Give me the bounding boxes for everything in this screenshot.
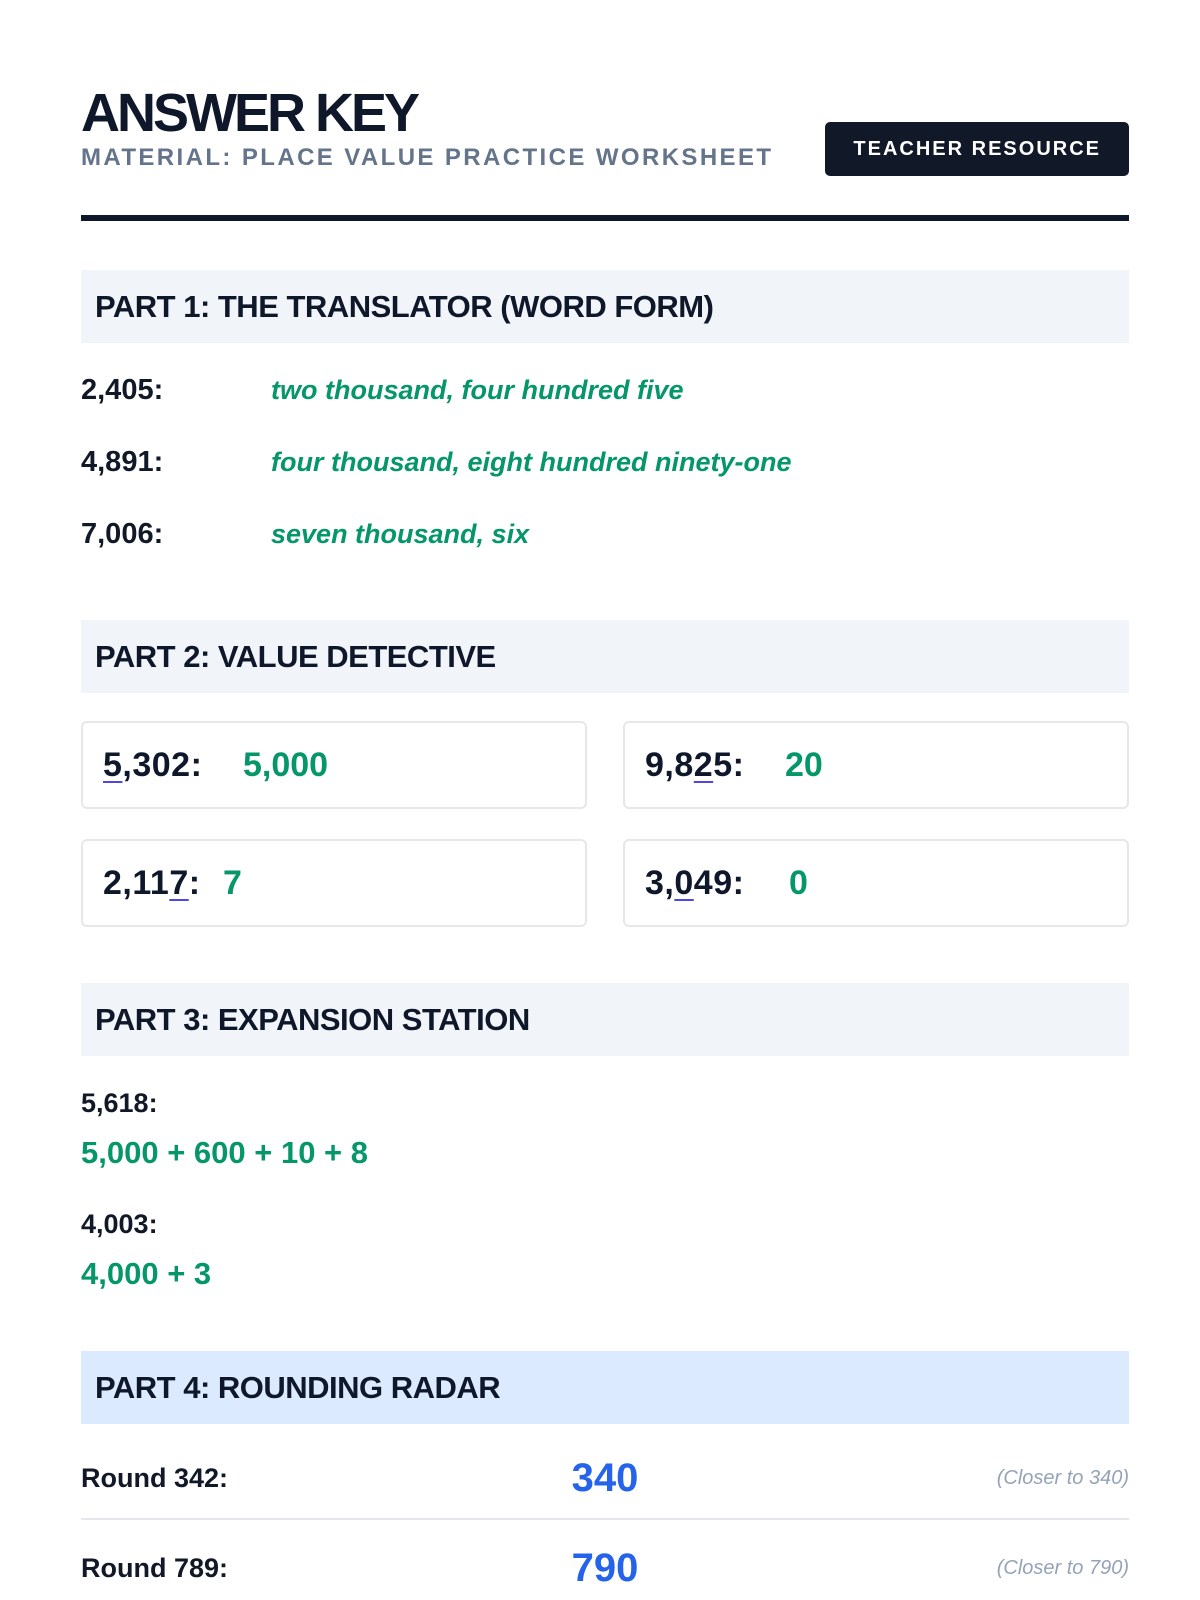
rounding-note: (Closer to 790) [996, 1557, 1129, 1579]
underlined-digit: 2 [693, 746, 714, 784]
underlined-digit: 7 [169, 864, 189, 902]
section-header-part4 [81, 1351, 1129, 1424]
value-detective-card [623, 721, 1129, 809]
value-detective-card [81, 721, 587, 809]
rounding-prompt: Round 342: [81, 1463, 229, 1493]
section-title: PART 2: VALUE DETECTIVE [95, 639, 496, 674]
value-detective-answer: 20 [785, 746, 823, 784]
value-detective-number: 3,049: [645, 864, 745, 902]
section-title: PART 4: ROUNDING RADAR [95, 1370, 501, 1405]
page-title: ANSWER KEY [81, 83, 418, 143]
rounding-prompt: Round 789: [81, 1553, 229, 1583]
value-detective-answer: 5,000 [243, 746, 329, 784]
teacher-resource-badge: TEACHER RESOURCE [825, 122, 1129, 176]
value-detective-number: 2,117: [103, 864, 201, 902]
section-header-part3 [81, 983, 1129, 1056]
row-divider [81, 1518, 1129, 1520]
word-form-number: 4,891: [81, 446, 164, 478]
value-detective-card [81, 839, 587, 927]
word-form-number: 7,006: [81, 518, 164, 550]
expanded-form-answer: 5,000 + 600 + 10 + 8 [81, 1135, 369, 1170]
expansion-number: 5,618: [81, 1088, 158, 1118]
word-form-answer: seven thousand, six [271, 519, 530, 549]
section-title: PART 3: EXPANSION STATION [95, 1002, 530, 1037]
word-form-number: 2,405: [81, 374, 164, 406]
rounding-row [81, 1538, 1129, 1598]
expanded-form-answer: 4,000 + 3 [81, 1256, 212, 1291]
rounding-note: (Closer to 340) [996, 1467, 1129, 1489]
value-detective-number: 9,825: [645, 746, 745, 784]
expansion-number: 4,003: [81, 1209, 158, 1239]
section-header-part1 [81, 270, 1129, 343]
page-subtitle: MATERIAL: PLACE VALUE PRACTICE WORKSHEET [81, 144, 774, 171]
header-divider [81, 215, 1129, 221]
word-form-row [81, 514, 1129, 554]
value-detective-answer: 0 [789, 864, 808, 902]
header [81, 82, 1129, 182]
word-form-row [81, 442, 1129, 482]
value-detective-answer: 7 [223, 864, 242, 902]
section-header-part2 [81, 620, 1129, 693]
word-form-answer: two thousand, four hundred five [271, 375, 684, 405]
value-detective-number: 5,302: [103, 746, 203, 784]
rounding-answer: 340 [571, 1456, 639, 1500]
rounding-answer: 790 [571, 1546, 639, 1590]
rounding-row [81, 1448, 1129, 1508]
section-title: PART 1: THE TRANSLATOR (WORD FORM) [95, 289, 714, 324]
value-detective-card [623, 839, 1129, 927]
underlined-digit: 5 [103, 746, 123, 784]
underlined-digit: 0 [674, 864, 694, 902]
word-form-row [81, 370, 1129, 410]
word-form-answer: four thousand, eight hundred ninety-one [271, 447, 792, 477]
